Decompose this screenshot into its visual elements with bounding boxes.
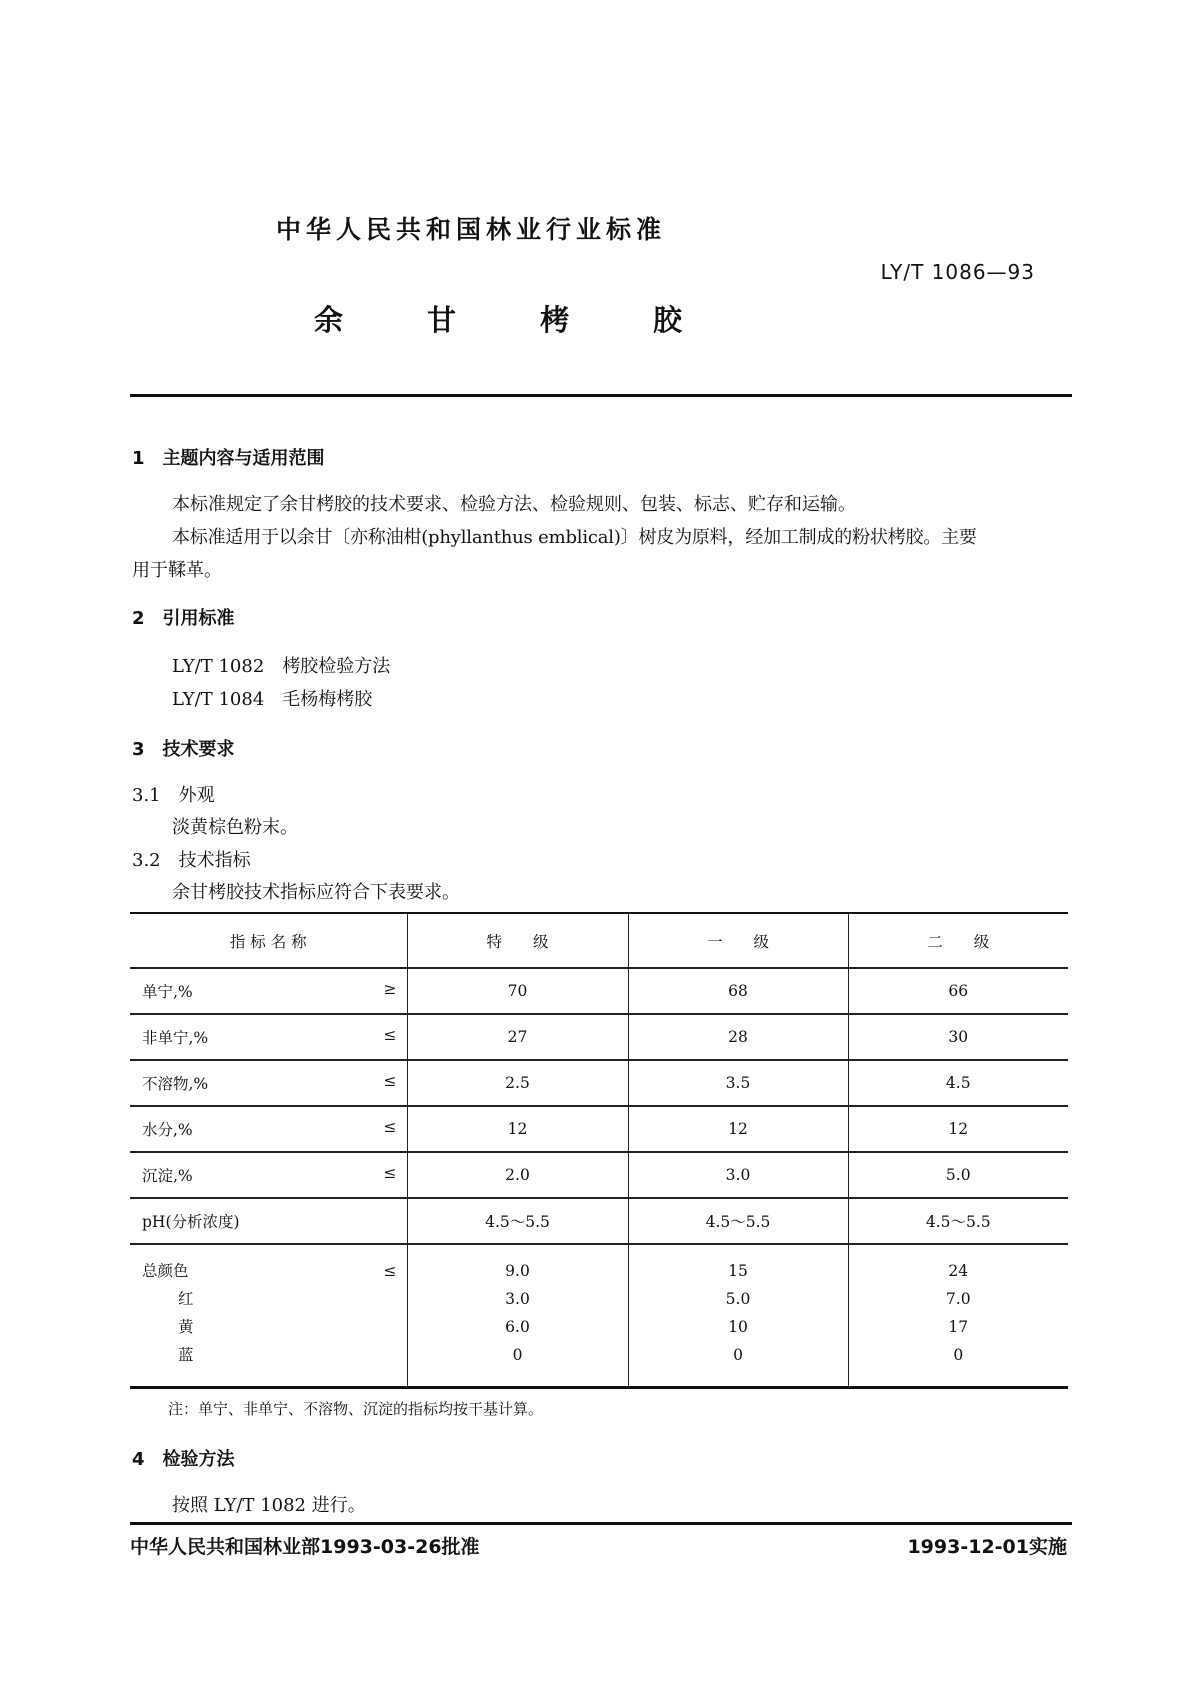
header-rule	[130, 394, 1072, 397]
cell: 2.5	[407, 1060, 628, 1106]
section-1-para-1: 本标准规定了余甘栲胶的技术要求、检验方法、检验规则、包装、标志、贮存和运输。	[172, 494, 856, 515]
header-cell: 特 级	[407, 913, 628, 968]
cell: 28	[628, 1014, 848, 1060]
cell: 4.5～5.5	[628, 1198, 848, 1244]
section-3-1-heading: 3.1 外观	[132, 785, 215, 806]
cell: 9.0 3.0 6.0 0	[407, 1244, 628, 1387]
table-row	[130, 1152, 1068, 1198]
approval-date: 中华人民共和国林业部1993-03-26批准	[130, 1536, 480, 1558]
doc-title-char: 栲	[540, 303, 570, 337]
row-label: 总颜色 ≤ 红 黄 蓝	[130, 1244, 407, 1387]
doc-title-char: 甘	[427, 303, 457, 337]
table-row	[130, 1014, 1068, 1060]
row-label: pH(分析浓度)	[130, 1198, 407, 1244]
cell: 4.5	[848, 1060, 1068, 1106]
cell: 24 7.0 17 0	[848, 1244, 1068, 1387]
table-row	[130, 1198, 1068, 1244]
header-cell: 二 级	[848, 913, 1068, 968]
cell: 3.5	[628, 1060, 848, 1106]
section-1-heading: 1 主题内容与适用范围	[132, 448, 325, 469]
cell: 68	[628, 968, 848, 1014]
row-label: 水分,% ≤	[130, 1106, 407, 1152]
header-cell: 一 级	[628, 913, 848, 968]
table-note: 注：单宁、非单宁、不溶物、沉淀的指标均按干基计算。	[168, 1400, 544, 1418]
effective-date: 1993-12-01实施	[907, 1536, 1067, 1558]
section-1-para-2: 本标准适用于以余甘〔亦称油柑(phyllanthus emblical)〕树皮为原料，经加工制成的粉状栲胶。主要	[172, 527, 977, 548]
cell: 12	[407, 1106, 628, 1152]
doc-title-char: 胶	[653, 303, 683, 337]
table-row-color	[130, 1244, 1068, 1387]
footer-rule	[130, 1522, 1072, 1525]
cell: 4.5～5.5	[407, 1198, 628, 1244]
doc-title-char: 余	[314, 303, 344, 337]
cell: 12	[848, 1106, 1068, 1152]
cell: 70	[407, 968, 628, 1014]
header-cell: 指 标 名 称	[130, 913, 407, 968]
table-row	[130, 1060, 1068, 1106]
cell: 15 5.0 10 0	[628, 1244, 848, 1387]
row-label: 单宁,% ≥	[130, 968, 407, 1014]
cell: 27	[407, 1014, 628, 1060]
standard-code: LY/T 1086—93	[880, 260, 1035, 284]
section-2-heading: 2 引用标准	[132, 608, 235, 629]
table-header-row	[130, 913, 1068, 968]
reference-item: LY/T 1082 栲胶检验方法	[172, 656, 391, 677]
reference-item: LY/T 1084 毛杨梅栲胶	[172, 689, 373, 710]
table-row	[130, 968, 1068, 1014]
cell: 5.0	[848, 1152, 1068, 1198]
row-label: 沉淀,% ≤	[130, 1152, 407, 1198]
cell: 2.0	[407, 1152, 628, 1198]
cell: 4.5～5.5	[848, 1198, 1068, 1244]
section-1-para-2-cont: 用于鞣革。	[132, 560, 222, 581]
table-row	[130, 1106, 1068, 1152]
section-4-text: 按照 LY/T 1082 进行。	[172, 1495, 366, 1516]
section-3-2-text: 余甘栲胶技术指标应符合下表要求。	[172, 882, 460, 903]
section-3-2-heading: 3.2 技术指标	[132, 850, 251, 871]
row-label: 非单宁,% ≤	[130, 1014, 407, 1060]
cell: 12	[628, 1106, 848, 1152]
section-3-heading: 3 技术要求	[132, 739, 235, 760]
section-3-1-text: 淡黄棕色粉末。	[172, 817, 298, 838]
cell: 30	[848, 1014, 1068, 1060]
issuer-title: 中华人民共和国林业行业标准	[276, 215, 667, 244]
cell: 3.0	[628, 1152, 848, 1198]
section-4-heading: 4 检验方法	[132, 1449, 235, 1470]
cell: 66	[848, 968, 1068, 1014]
spec-table	[130, 912, 1068, 1389]
row-label: 不溶物,% ≤	[130, 1060, 407, 1106]
